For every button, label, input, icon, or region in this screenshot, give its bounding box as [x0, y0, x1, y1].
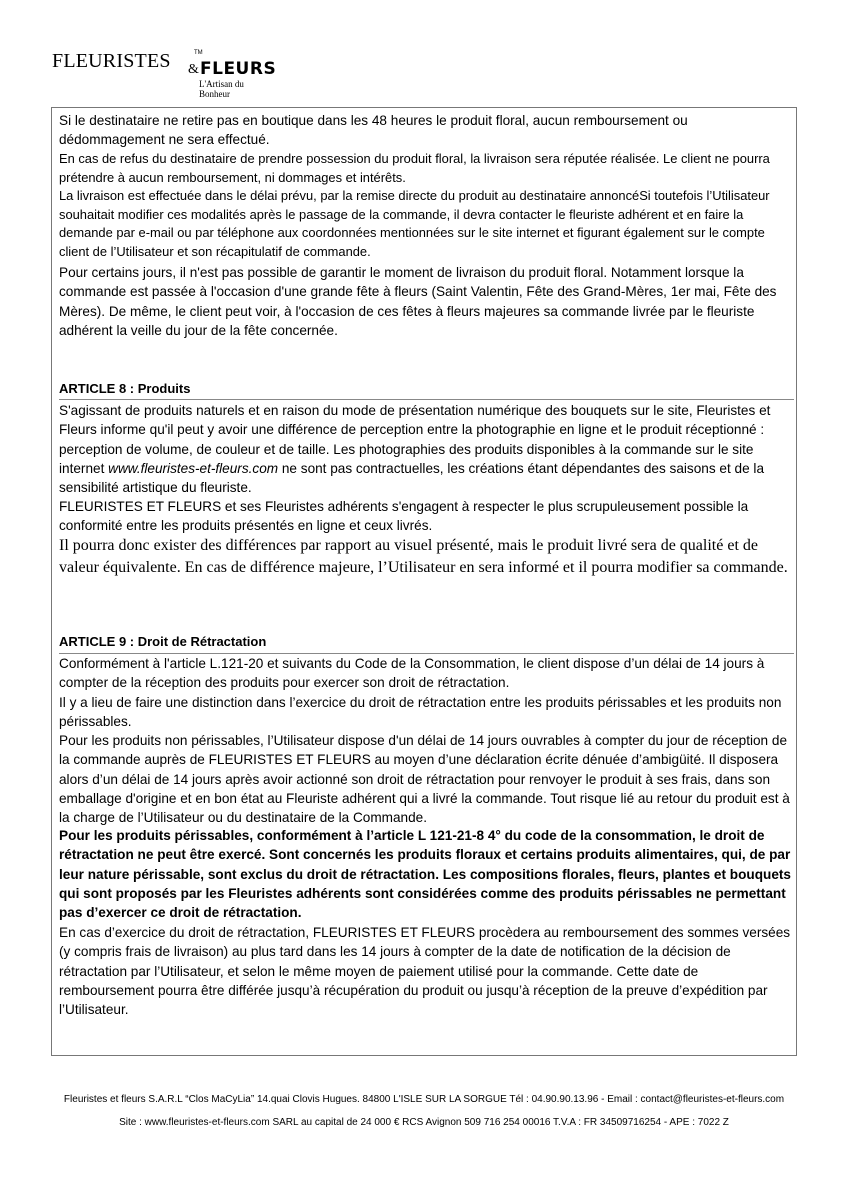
footer-legal-info: Site : www.fleuristes-et-fleurs.com SARL au capital de 24 000 € RCS Avignon 509 716 254 00016 T.V.A : FR 34509716254 - APE : 7022 Z [119, 1117, 729, 1128]
article-9-paragraph-1: Conformément à l'article L.121-20 et suivants du Code de la Consommation, le client dispose d’un délai de 14 jours à compter de la réception des produits pour exercer son droit de rétractation. [59, 656, 765, 691]
article-8-divider [59, 399, 794, 400]
logo-tagline: L'Artisan du Bonheur [199, 79, 244, 99]
article-8-paragraph-3: Il pourra donc exister des différences par rapport au visuel présenté, mais le produit livré sera de qualité et de valeur équivalente. En cas de différence majeure, l’Utilisateur en sera informé et il pourra modifier sa commande. [59, 537, 788, 576]
logo-trademark: TM [194, 50, 203, 56]
article-9-heading: ARTICLE 9 : Droit de Rétractation [59, 634, 267, 649]
footer-company-info: Fleuristes et fleurs S.A.R.L “Clos MaCyLia” 14.quai Clovis Hugues. 84800 L'ISLE SUR LA SORGUE Tél : 04.90.90.13.96 - Email : contact@fleuristes-et-fleurs.com [63, 1094, 785, 1105]
article-8-text-after-link: ne sont pas contractuelles, les créations étant dépendantes des saisons et de la sensibilité artistique du fleuriste. [59, 460, 765, 496]
logo-brand-text: FLEURISTES [52, 50, 171, 72]
article-9-paragraph-2: Il y a lieu de faire une distinction dans l’exercice du droit de rétractation entre les produits périssables et les produits non périssables. [59, 695, 782, 730]
intro-paragraph-3: La livraison est effectuée dans le délai prévu, par la remise directe du produit au destinataire annoncéSi toutefois l’Utilisateur souhaitait modifier ces modalités après le passage de la commande, il devra contacter le fleuriste adhérent et en faire la demande par e-mail ou par téléphone aux coordonnées mentionnées sur le site internet et figurant également sur le compte client de l’Utilisateur et son récapitulatif de commande. [59, 188, 770, 259]
article-9-paragraph-3: Pour les produits non périssables, l’Utilisateur dispose d'un délai de 14 jours ouvrables à compter du jour de réception de la commande auprès de FLEURISTES ET FLEURS au moyen d’une déclaration écrite dénuée d’ambigüité. Il disposera alors d’un délai de 14 jours après avoir actionné son droit de rétractation pour renvoyer le produit à ses frais, dans son emballage d'origine et en bon état au Fleuriste adhérent qui a livré la commande. Tout risque lié au retour du produit est à la charge de l’Utilisateur ou du destinataire de la Commande. [59, 733, 790, 826]
article-8-paragraph-2: FLEURISTES ET FLEURS et ses Fleuristes adhérents s'engagent à respecter le plus scrupuleusement possible la conformité entre les produits présentés en ligne et ceux livrés. [59, 499, 749, 534]
company-logo [52, 50, 277, 99]
article-9-paragraph-5: En cas d’exercice du droit de rétractation, FLEURISTES ET FLEURS procèdera au remboursement des sommes versées (y compris frais de livraison) au plus tard dans les 14 jours à compter de la date de notification de la décision de rétractation par l’Utilisateur, et selon le même moyen de paiement utilisé pour la commande. Cette date de remboursement pourra être différée jusqu’à récupération du produit ou jusqu’à réception de la preuve d’expédition par l’Utilisateur. [59, 925, 791, 1018]
website-link[interactable]: www.fleuristes-et-fleurs.com [108, 460, 279, 476]
logo-fleurs-text: FLEURS [200, 59, 277, 79]
intro-paragraph-2: En cas de refus du destinataire de prendre possession du produit floral, la livraison sera réputée réalisée. Le client ne pourra prétendre à aucun remboursement, ni dommages et intérêts. [59, 151, 770, 185]
intro-paragraph-4: Pour certains jours, il n'est pas possible de garantir le moment de livraison du produit floral. Notamment lorsque la commande est passée à l'occasion d'une grande fête à fleurs (Saint Valentin, Fête des Grand-Mères, 1er mai, Fête des Mères). De même, le client peut voir, à l'occasion de ces fêtes à fleurs majeures sa commande livrée par le fleuriste adhérent la veille du jour de la fête concernée. [59, 265, 777, 338]
article-8-paragraph-1 [59, 401, 794, 497]
article-8-heading: ARTICLE 8 : Produits [59, 381, 191, 396]
article-8-text-before-link: S'agissant de produits naturels et en raison du mode de présentation numérique des bouquets sur le site, Fleuristes et Fleurs informe qu'il peut y avoir une différence de perception entre la photographie en ligne et le produit réceptionné : perception de volume, de couleur et de taille. Les photographies des produits disponibles à la commande sur le site internet [59, 403, 771, 476]
intro-paragraph-1: Si le destinataire ne retire pas en boutique dans les 48 heures le produit floral, aucun remboursement ou dédommagement ne sera effectué. [59, 113, 688, 148]
logo-ampersand: & [188, 62, 199, 77]
article-9-paragraph-4: Pour les produits périssables, conformément à l’article L 121-21-8 4° du code de la consommation, le droit de rétractation ne peut être exercé. Sont concernés les produits floraux et certains produits alimentaires, qui, de par leur nature périssable, sont exclus du droit de rétractation. Les compositions florales, fleurs, plantes et bouquets qui sont proposés par les Fleuristes adhérents sont considérées comme des produits périssables ne permettant pas d’exercer ce droit de rétractation. [59, 828, 791, 921]
